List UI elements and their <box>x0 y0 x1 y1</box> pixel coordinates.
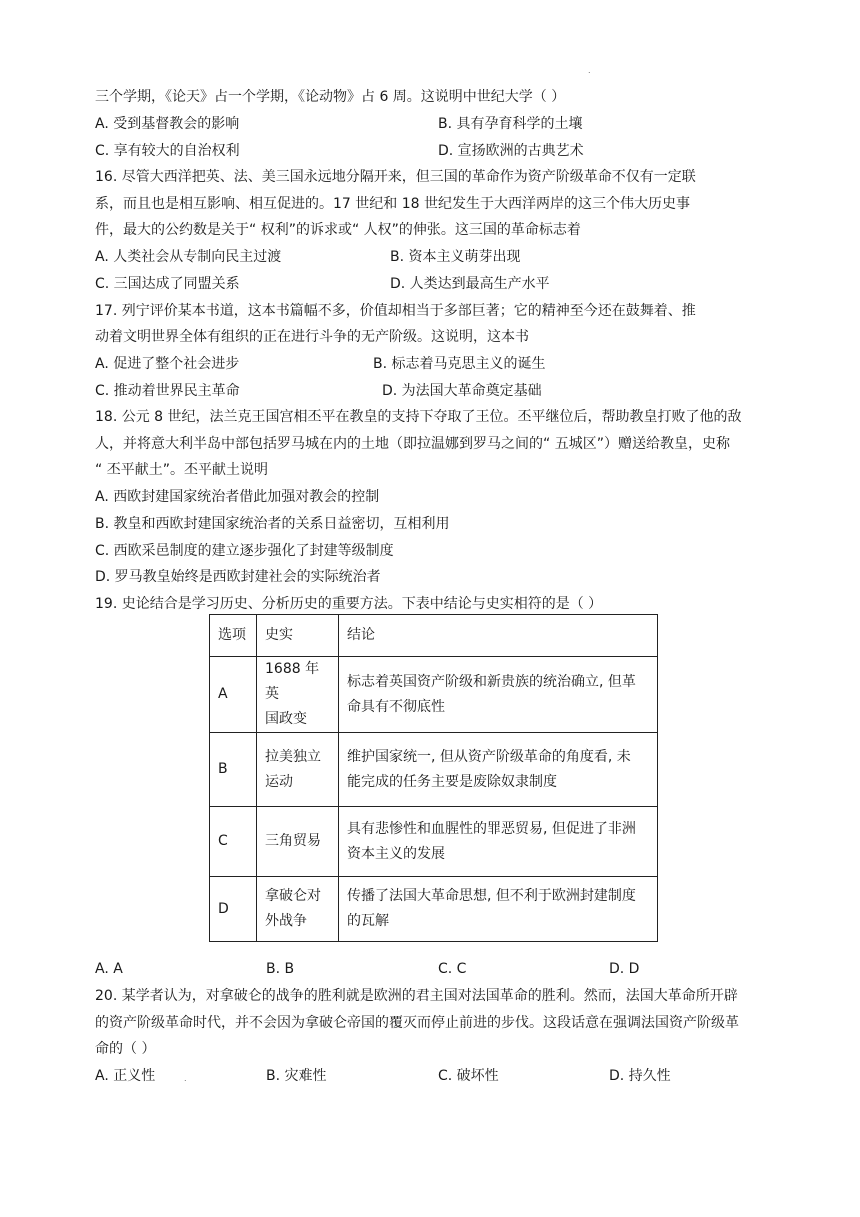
header-fact: 史实 <box>257 615 339 657</box>
q18-option-a: A. 西欧封建国家统治者借此加强对教会的控制 <box>95 489 380 505</box>
row-option: B <box>210 733 257 807</box>
row-option: C <box>210 807 257 877</box>
table-row <box>210 657 658 733</box>
q19-stem: 19. 史论结合是学习历史、分析历史的重要方法。下表中结论与史实相符的是（ ） <box>95 596 603 612</box>
q20-stem-line-3: 命的（ ） <box>95 1041 156 1057</box>
row-conclusion: 标志着英国资产阶级和新贵族的统治确立, 但革 命具有不彻底性 <box>339 657 658 733</box>
q20-option-c: C. 破坏性 <box>438 1068 499 1084</box>
q17-option-d: D. 为法国大革命奠定基础 <box>382 383 542 399</box>
q18-option-b: B. 教皇和西欧封建国家统治者的关系日益密切，互相利用 <box>95 516 450 532</box>
header-conclusion: 结论 <box>339 615 658 657</box>
table-header-row <box>210 615 658 657</box>
q17-stem-line-1: 17. 列宁评价某本书道，这本书篇幅不多，价值却相当于多部巨著；它的精神至今还在鼓舞着、推 <box>95 303 696 319</box>
row-fact: 三角贸易 <box>257 807 339 877</box>
page-dot-mark: . <box>588 66 591 75</box>
stray-dot-mark: . <box>184 1074 187 1083</box>
row-option: A <box>210 657 257 733</box>
q19-option-d: D. D <box>609 961 640 977</box>
row-conclusion: 维护国家统一, 但从资产阶级革命的角度看, 未 能完成的任务主要是废除奴隶制度 <box>339 733 658 807</box>
q16-stem-line-2: 系，而且也是相互影响、相互促进的。17 世纪和 18 世纪发生于大西洋两岸的这三个伟大历史事 <box>95 196 690 212</box>
row-fact: 1688 年英 国政变 <box>257 657 339 733</box>
q17-option-c: C. 推动着世界民主革命 <box>95 383 240 399</box>
q20-option-d: D. 持久性 <box>609 1068 671 1084</box>
q15-option-c: C. 享有较大的自治权利 <box>95 143 240 159</box>
row-fact: 拉美独立 运动 <box>257 733 339 807</box>
table-row <box>210 807 658 877</box>
q20-stem-line-2: 的资产阶级革命时代，并不会因为拿破仑帝国的覆灭而停止前进的步伐。这段话意在强调法国资产阶级革 <box>95 1015 739 1031</box>
q20-stem-line-1: 20. 某学者认为，对拿破仑的战争的胜利就是欧洲的君主国对法国革命的胜利。然而，法国大革命所开辟 <box>95 988 738 1004</box>
row-option: D <box>210 877 257 942</box>
table-row <box>210 877 658 942</box>
q18-stem-line-1: 18. 公元 8 世纪，法兰克王国宫相丕平在教皇的支持下夺取了王位。丕平继位后，帮助教皇打败了他的敌 <box>95 409 742 425</box>
q19-table <box>209 614 658 942</box>
q18-option-c: C. 西欧采邑制度的建立逐步强化了封建等级制度 <box>95 543 394 559</box>
q18-stem-line-2: 人，并将意大利半岛中部包括罗马城在内的土地（即拉温娜到罗马之间的“ 五城区”）赠送给教皇，史称 <box>95 436 730 452</box>
q19-option-a: A. A <box>95 961 123 977</box>
row-conclusion: 传播了法国大革命思想, 但不利于欧洲封建制度 的瓦解 <box>339 877 658 942</box>
header-option: 选项 <box>210 615 257 657</box>
q15-option-a: A. 受到基督教会的影响 <box>95 116 240 132</box>
table-row <box>210 733 658 807</box>
row-conclusion: 具有悲惨性和血腥性的罪恶贸易, 但促进了非洲 资本主义的发展 <box>339 807 658 877</box>
q18-stem-line-3: “ 丕平献土”。丕平献土说明 <box>95 462 268 478</box>
q15-stem: 三个学期，《论天》占一个学期，《论动物》占 6 周。这说明中世纪大学（ ） <box>95 89 566 105</box>
q18-option-d: D. 罗马教皇始终是西欧封建社会的实际统治者 <box>95 569 381 585</box>
q15-option-d: D. 宣扬欧洲的古典艺术 <box>438 143 584 159</box>
q17-stem-line-2: 动着文明世界全体有组织的正在进行斗争的无产阶级。这说明，这本书 <box>95 329 529 345</box>
q15-option-b: B. 具有孕育科学的土壤 <box>438 116 583 132</box>
q16-option-c: C. 三国达成了同盟关系 <box>95 276 240 292</box>
q17-option-b: B. 标志着马克思主义的诞生 <box>373 356 546 372</box>
q16-option-a: A. 人类社会从专制向民主过渡 <box>95 249 282 265</box>
q16-option-d: D. 人类达到最高生产水平 <box>390 276 550 292</box>
q20-option-b: B. 灾难性 <box>266 1068 327 1084</box>
q17-option-a: A. 促进了整个社会进步 <box>95 356 240 372</box>
q16-stem-line-3: 件，最大的公约数是关于“ 权利”的诉求或“ 人权”的伸张。这三国的革命标志着 <box>95 222 581 238</box>
q16-option-b: B. 资本主义萌芽出现 <box>390 249 521 265</box>
q20-option-a: A. 正义性 <box>95 1068 156 1084</box>
row-fact: 拿破仑对 外战争 <box>257 877 339 942</box>
q19-option-c: C. C <box>438 961 467 977</box>
q19-option-b: B. B <box>266 961 295 977</box>
q16-stem-line-1: 16. 尽管大西洋把英、法、美三国永远地分隔开来，但三国的革命作为资产阶级革命不仅有一定联 <box>95 169 696 185</box>
